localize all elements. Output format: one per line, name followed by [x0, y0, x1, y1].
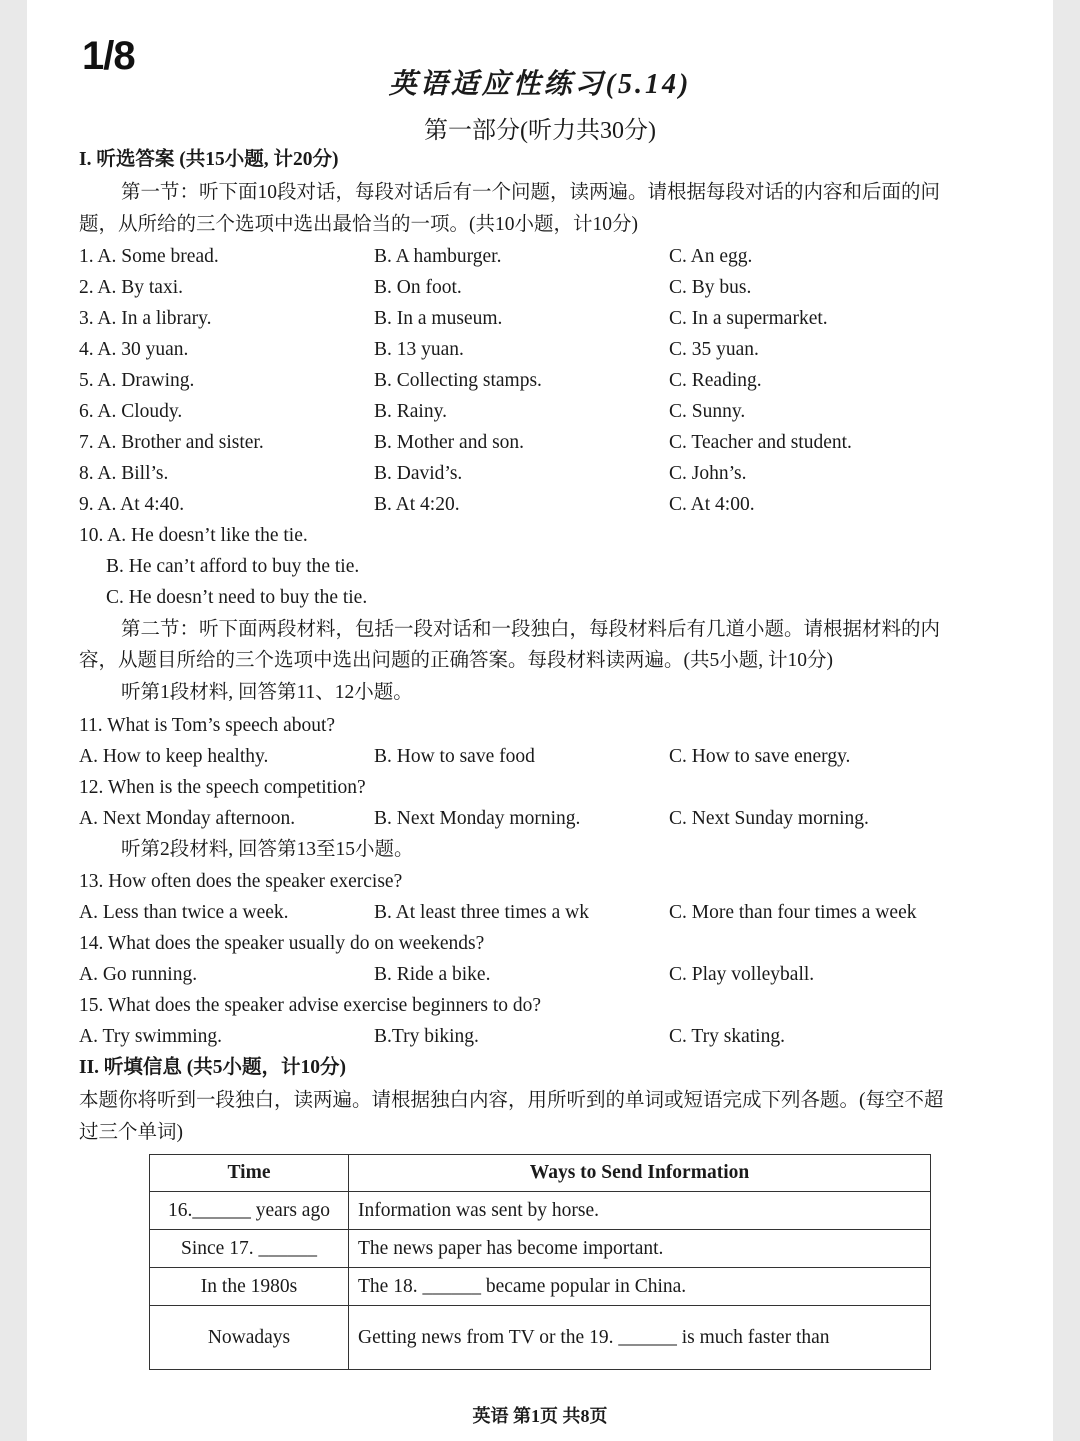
q2-option-b: B. On foot.	[374, 277, 462, 298]
q9-option-a: 9. A. At 4:40.	[79, 494, 185, 515]
q13-option-c: C. More than four times a week	[669, 902, 917, 923]
q2-option-a: 2. A. By taxi.	[79, 277, 184, 298]
q10-option-c: C. He doesn’t need to buy the tie.	[106, 587, 368, 608]
q10-option-b: B. He can’t afford to buy the tie.	[106, 556, 360, 577]
table-cell-way: Information was sent by horse.	[349, 1192, 931, 1230]
sub2-instruction-line1: 第二节：听下面两段材料，包括一段对话和一段独白，每段材料后有几道小题。请根据材料的内	[121, 619, 941, 640]
table-cell-time: Nowadays	[150, 1306, 349, 1370]
q9-option-b: B. At 4:20.	[374, 494, 460, 515]
section2-instruction-line2: 过三个单词)	[79, 1122, 183, 1143]
material1-instruction: 听第1段材料, 回答第11、12小题。	[121, 682, 413, 703]
q13-stem: 13. How often does the speaker exercise?	[79, 871, 403, 892]
q7-option-b: B. Mother and son.	[374, 432, 525, 453]
q14-option-a: A. Go running.	[79, 964, 198, 985]
q7-option-c: C. Teacher and student.	[669, 432, 852, 453]
table-cell-time: In the 1980s	[150, 1268, 349, 1306]
sub2-instruction-line2: 容，从题目所给的三个选项中选出问题的正确答案。每段材料读两遍。(共5小题, 计10分)	[79, 650, 833, 671]
q9-option-c: C. At 4:00.	[669, 494, 755, 515]
q15-stem: 15. What does the speaker advise exercise beginners to do?	[79, 995, 542, 1016]
q13-option-a: A. Less than twice a week.	[79, 902, 289, 923]
q8-option-a: 8. A. Bill’s.	[79, 463, 169, 484]
q6-option-c: C. Sunny.	[669, 401, 746, 422]
q13-option-b: B. At least three times a wk	[374, 902, 589, 923]
section1-instruction-line1: 第一节：听下面10段对话，每段对话后有一个问题，读两遍。请根据每段对话的内容和后面的问	[121, 182, 941, 203]
q15-option-c: C. Try skating.	[669, 1026, 785, 1047]
q5-option-a: 5. A. Drawing.	[79, 370, 195, 391]
q1-option-c: C. An egg.	[669, 246, 753, 267]
part-title: 第一部分(听力共30分)	[424, 118, 656, 144]
section2-instruction-line1: 本题你将听到一段独白，读两遍。请根据独白内容，用所听到的单词或短语完成下列各题。(每空不超	[79, 1090, 944, 1111]
q5-option-c: C. Reading.	[669, 370, 762, 391]
q11-option-c: C. How to save energy.	[669, 746, 851, 767]
table-row	[150, 1230, 931, 1268]
material2-instruction: 听第2段材料, 回答第13至15小题。	[121, 839, 414, 860]
table-cell-way: Getting news from TV or the 19. ______ is much faster than	[349, 1306, 931, 1370]
table-row	[150, 1306, 931, 1370]
document-title: 英语适应性练习(5.14)	[388, 69, 692, 100]
table-cell-way: The 18. ______ became popular in China.	[349, 1268, 931, 1306]
table-header-time: Time	[150, 1155, 349, 1192]
table-cell-time: 16.______ years ago	[150, 1192, 349, 1230]
page-footer: 英语 第1页 共8页	[472, 1406, 608, 1426]
q2-option-c: C. By bus.	[669, 277, 752, 298]
q4-option-a: 4. A. 30 yuan.	[79, 339, 189, 360]
section1-instruction-line2: 题，从所给的三个选项中选出最恰当的一项。(共10小题，计10分)	[79, 214, 638, 235]
q6-option-b: B. Rainy.	[374, 401, 447, 422]
q3-option-b: B. In a museum.	[374, 308, 503, 329]
q7-option-a: 7. A. Brother and sister.	[79, 432, 264, 453]
q12-option-b: B. Next Monday morning.	[374, 808, 581, 829]
q14-stem: 14. What does the speaker usually do on weekends?	[79, 933, 485, 954]
table-cell-way: The news paper has become important.	[349, 1230, 931, 1268]
information-table	[149, 1154, 931, 1370]
table-row	[150, 1268, 931, 1306]
q11-option-b: B. How to save food	[374, 746, 535, 767]
q14-option-c: C. Play volleyball.	[669, 964, 815, 985]
q8-option-c: C. John’s.	[669, 463, 747, 484]
q15-option-a: A. Try swimming.	[79, 1026, 223, 1047]
table-header-ways: Ways to Send Information	[349, 1155, 931, 1192]
q1-option-a: 1. A. Some bread.	[79, 246, 219, 267]
q8-option-b: B. David’s.	[374, 463, 463, 484]
q14-option-b: B. Ride a bike.	[374, 964, 491, 985]
q12-stem: 12. When is the speech competition?	[79, 777, 366, 798]
q10-option-a: 10. A. He doesn’t like the tie.	[79, 525, 308, 546]
q3-option-c: C. In a supermarket.	[669, 308, 828, 329]
table-row	[150, 1192, 931, 1230]
table-cell-time: Since 17. ______	[150, 1230, 349, 1268]
q3-option-a: 3. A. In a library.	[79, 308, 212, 329]
q11-option-a: A. How to keep healthy.	[79, 746, 269, 767]
q12-option-c: C. Next Sunday morning.	[669, 808, 869, 829]
q12-option-a: A. Next Monday afternoon.	[79, 808, 296, 829]
q6-option-a: 6. A. Cloudy.	[79, 401, 183, 422]
section1-heading: I. 听选答案 (共15小题, 计20分)	[79, 149, 339, 170]
q11-stem: 11. What is Tom’s speech about?	[79, 715, 336, 736]
q4-option-c: C. 35 yuan.	[669, 339, 759, 360]
page-counter: 1/8	[82, 34, 135, 78]
q15-option-b: B.Try biking.	[374, 1026, 479, 1047]
section2-heading: II. 听填信息 (共5小题，计10分)	[79, 1057, 347, 1078]
q5-option-b: B. Collecting stamps.	[374, 370, 542, 391]
q4-option-b: B. 13 yuan.	[374, 339, 464, 360]
table-header-row	[150, 1155, 931, 1192]
q1-option-b: B. A hamburger.	[374, 246, 502, 267]
